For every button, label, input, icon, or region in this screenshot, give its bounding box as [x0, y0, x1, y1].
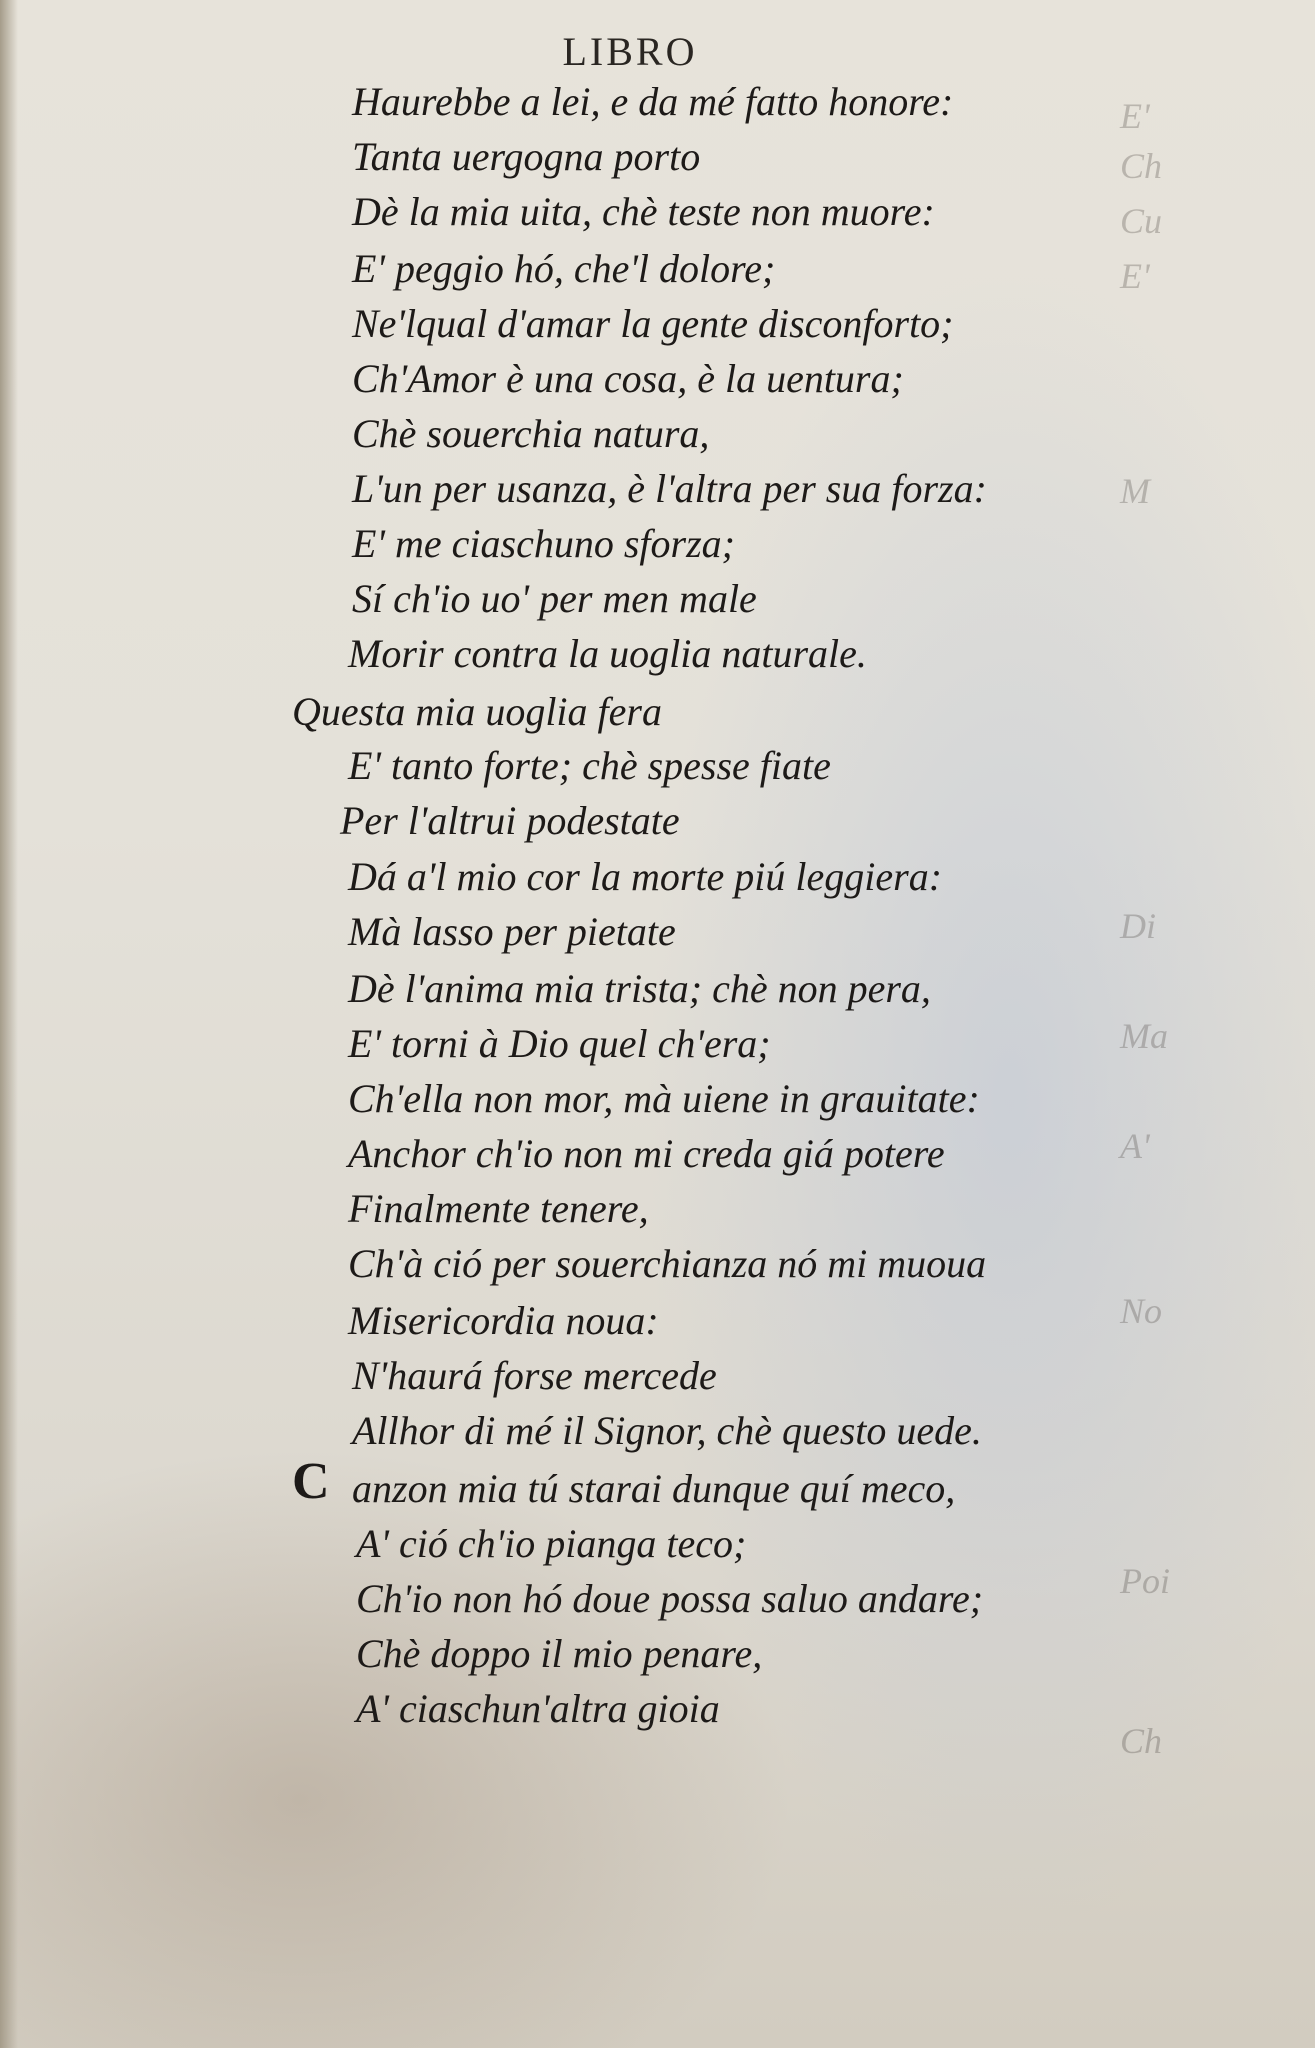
poem-line: Ch'ella non mor, mà uiene in grauitate:	[348, 1076, 980, 1121]
poem-line: Per l'altrui podestate	[340, 798, 680, 843]
poem-line: Sí ch'io uo' per men male	[352, 576, 757, 621]
show-through-text: No	[1120, 1291, 1163, 1331]
poem-line: Chè souerchia natura,	[352, 411, 710, 456]
poem-line: E' torni à Dio quel ch'era;	[348, 1021, 771, 1066]
show-through-text: Ch	[1120, 146, 1163, 186]
poem-line: Anchor ch'io non mi creda giá potere	[348, 1131, 945, 1176]
poem-line: Haurebbe a lei, e da mé fatto honore:	[352, 79, 954, 124]
poem-line: Ch'à ció per souerchianza nó mi muoua	[348, 1241, 987, 1286]
poem-line: Ch'io non hó doue possa saluo andare;	[356, 1576, 984, 1621]
show-through-text: Poi	[1120, 1561, 1170, 1601]
poem-line: N'haurá forse mercede	[352, 1353, 717, 1398]
poem-line: Dè l'anima mia trista; chè non pera,	[348, 966, 931, 1011]
page-gutter-shadow	[0, 0, 18, 2048]
poem-line: Ne'lqual d'amar la gente disconforto;	[352, 301, 954, 346]
show-through-text: A'	[1120, 1126, 1150, 1166]
poem-line: Morir contra la uoglia naturale.	[348, 631, 867, 676]
show-through-text: E'	[1120, 96, 1150, 136]
show-through-text: Ma	[1120, 1016, 1168, 1056]
poem-line: E' peggio hó, che'l dolore;	[352, 246, 776, 291]
drop-capital: C	[292, 1453, 330, 1510]
poem-line: A' ció ch'io pianga teco;	[356, 1521, 747, 1566]
show-through-text: Di	[1120, 906, 1156, 946]
show-through-text: M	[1120, 471, 1150, 511]
running-header: LIBRO	[562, 29, 698, 74]
poem-line: Misericordia noua:	[348, 1298, 659, 1343]
show-through-text: Cu	[1120, 201, 1163, 241]
poem-line: Questa mia uoglia fera	[292, 689, 662, 734]
poem-line: Ch'Amor è una cosa, è la uentura;	[352, 356, 904, 401]
show-through-text: E'	[1120, 256, 1150, 296]
poem-line: L'un per usanza, è l'altra per sua forza:	[352, 466, 987, 511]
show-through-text: Ch	[1120, 1721, 1163, 1761]
poem-line: E' me ciaschuno sforza;	[352, 521, 735, 566]
poem-line: Mà lasso per pietate	[348, 909, 676, 954]
poem-line: Chè doppo il mio penare,	[356, 1631, 763, 1676]
poem-line: Allhor di mé il Signor, chè questo uede.	[352, 1408, 982, 1453]
poem-line: Finalmente tenere,	[348, 1186, 649, 1231]
poem-line: E' tanto forte; chè spesse fiate	[348, 743, 831, 788]
poem-line: A' ciaschun'altra gioia	[356, 1686, 720, 1731]
poem-line: Tanta uergogna porto	[352, 134, 701, 179]
poem-line: Dá a'l mio cor la morte piú leggiera:	[348, 854, 943, 899]
poem-line: Dè la mia uita, chè teste non muore:	[352, 189, 935, 234]
poem-line: anzon mia tú starai dunque quí meco,	[352, 1466, 956, 1511]
